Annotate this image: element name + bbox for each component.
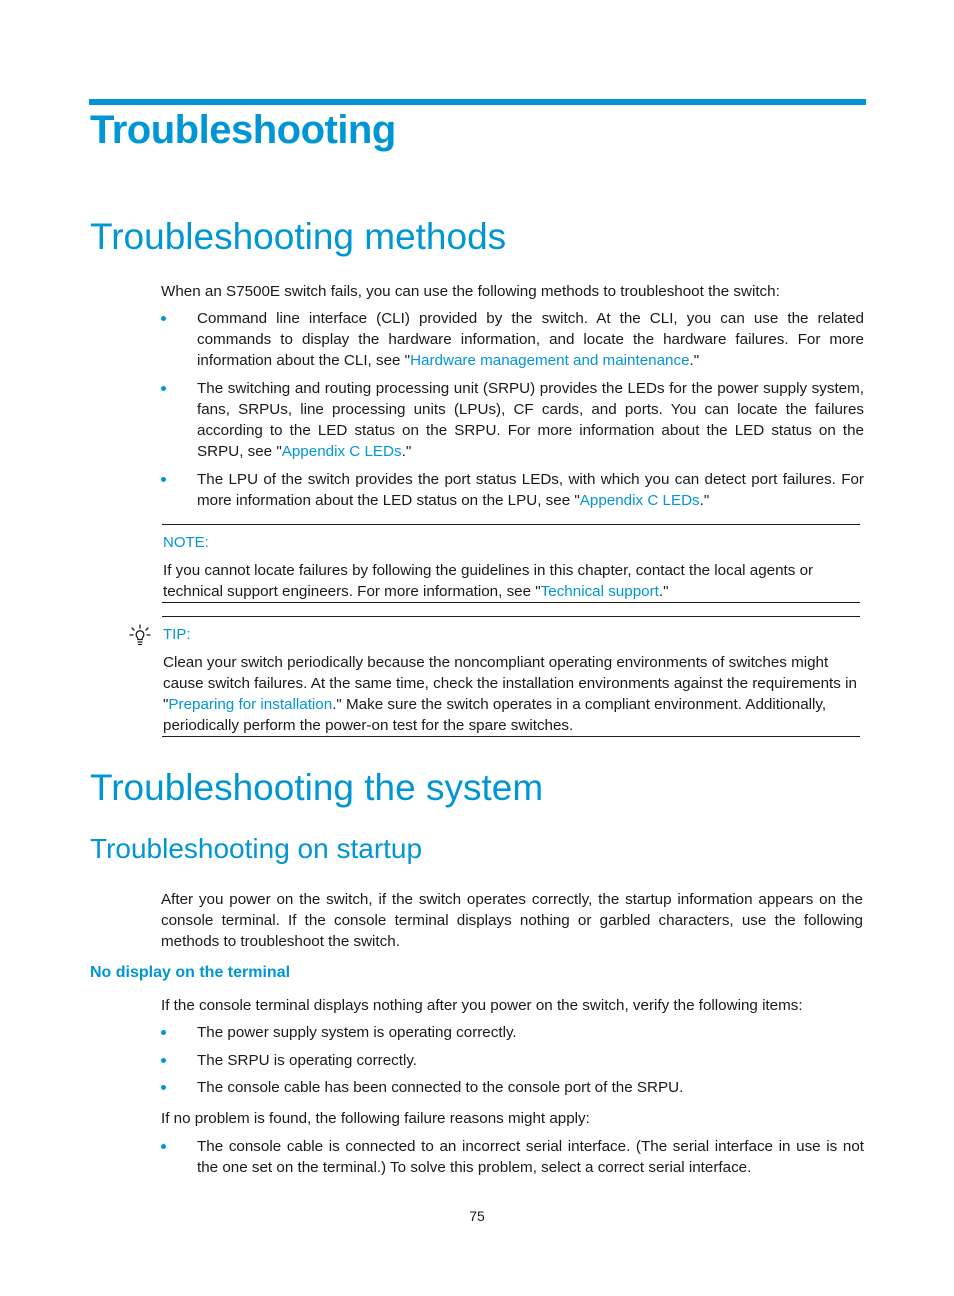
note-label: NOTE: bbox=[163, 534, 209, 551]
tip-bottom-rule bbox=[162, 736, 860, 737]
subsection-heading-startup: Troubleshooting on startup bbox=[90, 833, 423, 864]
note-body: If you cannot locate failures by following the guidelines in this chapter, contact the local agents or technical support engineers. For more information, see "Technical support." bbox=[163, 562, 814, 600]
tip-body: Clean your switch periodically because the noncompliant operating environments of switches might cause switch failures. At the same time, check the installation environments against the requirements in "Preparing for installation." Make sure the switch operates in a compliant environment. Additionally, periodically perform the power-on test for the spare switches. bbox=[163, 654, 857, 734]
reasons-intro: If no problem is found, the following failure reasons might apply: bbox=[161, 1110, 590, 1127]
lightbulb-icon bbox=[129, 624, 151, 648]
note-top-rule bbox=[162, 524, 860, 525]
methods-intro: When an S7500E switch fails, you can use the following methods to troubleshoot the switch: bbox=[161, 283, 780, 300]
link-appendix-c-leds[interactable]: Appendix C LEDs bbox=[281, 443, 402, 460]
section-heading-system: Troubleshooting the system bbox=[90, 767, 544, 808]
bullet-icon bbox=[161, 1085, 166, 1090]
chapter-title: Troubleshooting bbox=[90, 108, 396, 152]
tip-label: TIP: bbox=[163, 626, 191, 643]
heading-no-display: No display on the terminal bbox=[90, 964, 291, 981]
page-number: 75 bbox=[469, 1208, 485, 1224]
startup-intro: After you power on the switch, if the switch operates correctly, the startup information appears on the console terminal. If the console terminal displays nothing or garbled characters, use the following methods to troubleshoot the switch. bbox=[161, 891, 863, 950]
link-preparing-for-installation[interactable]: Preparing for installation bbox=[168, 696, 333, 713]
bullet-icon bbox=[161, 316, 166, 321]
tip-top-rule bbox=[162, 616, 860, 617]
bullet-icon bbox=[161, 1030, 166, 1035]
bullet-icon bbox=[161, 1144, 166, 1149]
section-heading-methods: Troubleshooting methods bbox=[90, 216, 507, 257]
link-appendix-c-leds[interactable]: Appendix C LEDs bbox=[579, 492, 700, 509]
note-bottom-rule bbox=[162, 602, 860, 603]
bullet-icon bbox=[161, 477, 166, 482]
bullet-icon bbox=[161, 386, 166, 391]
bullet-icon bbox=[161, 1058, 166, 1063]
link-technical-support[interactable]: Technical support bbox=[540, 583, 659, 600]
chapter-top-rule bbox=[89, 99, 866, 105]
link-hardware-management[interactable]: Hardware management and maintenance bbox=[410, 352, 690, 369]
no-display-intro: If the console terminal displays nothing after you power on the switch, verify the following items: bbox=[161, 997, 803, 1014]
